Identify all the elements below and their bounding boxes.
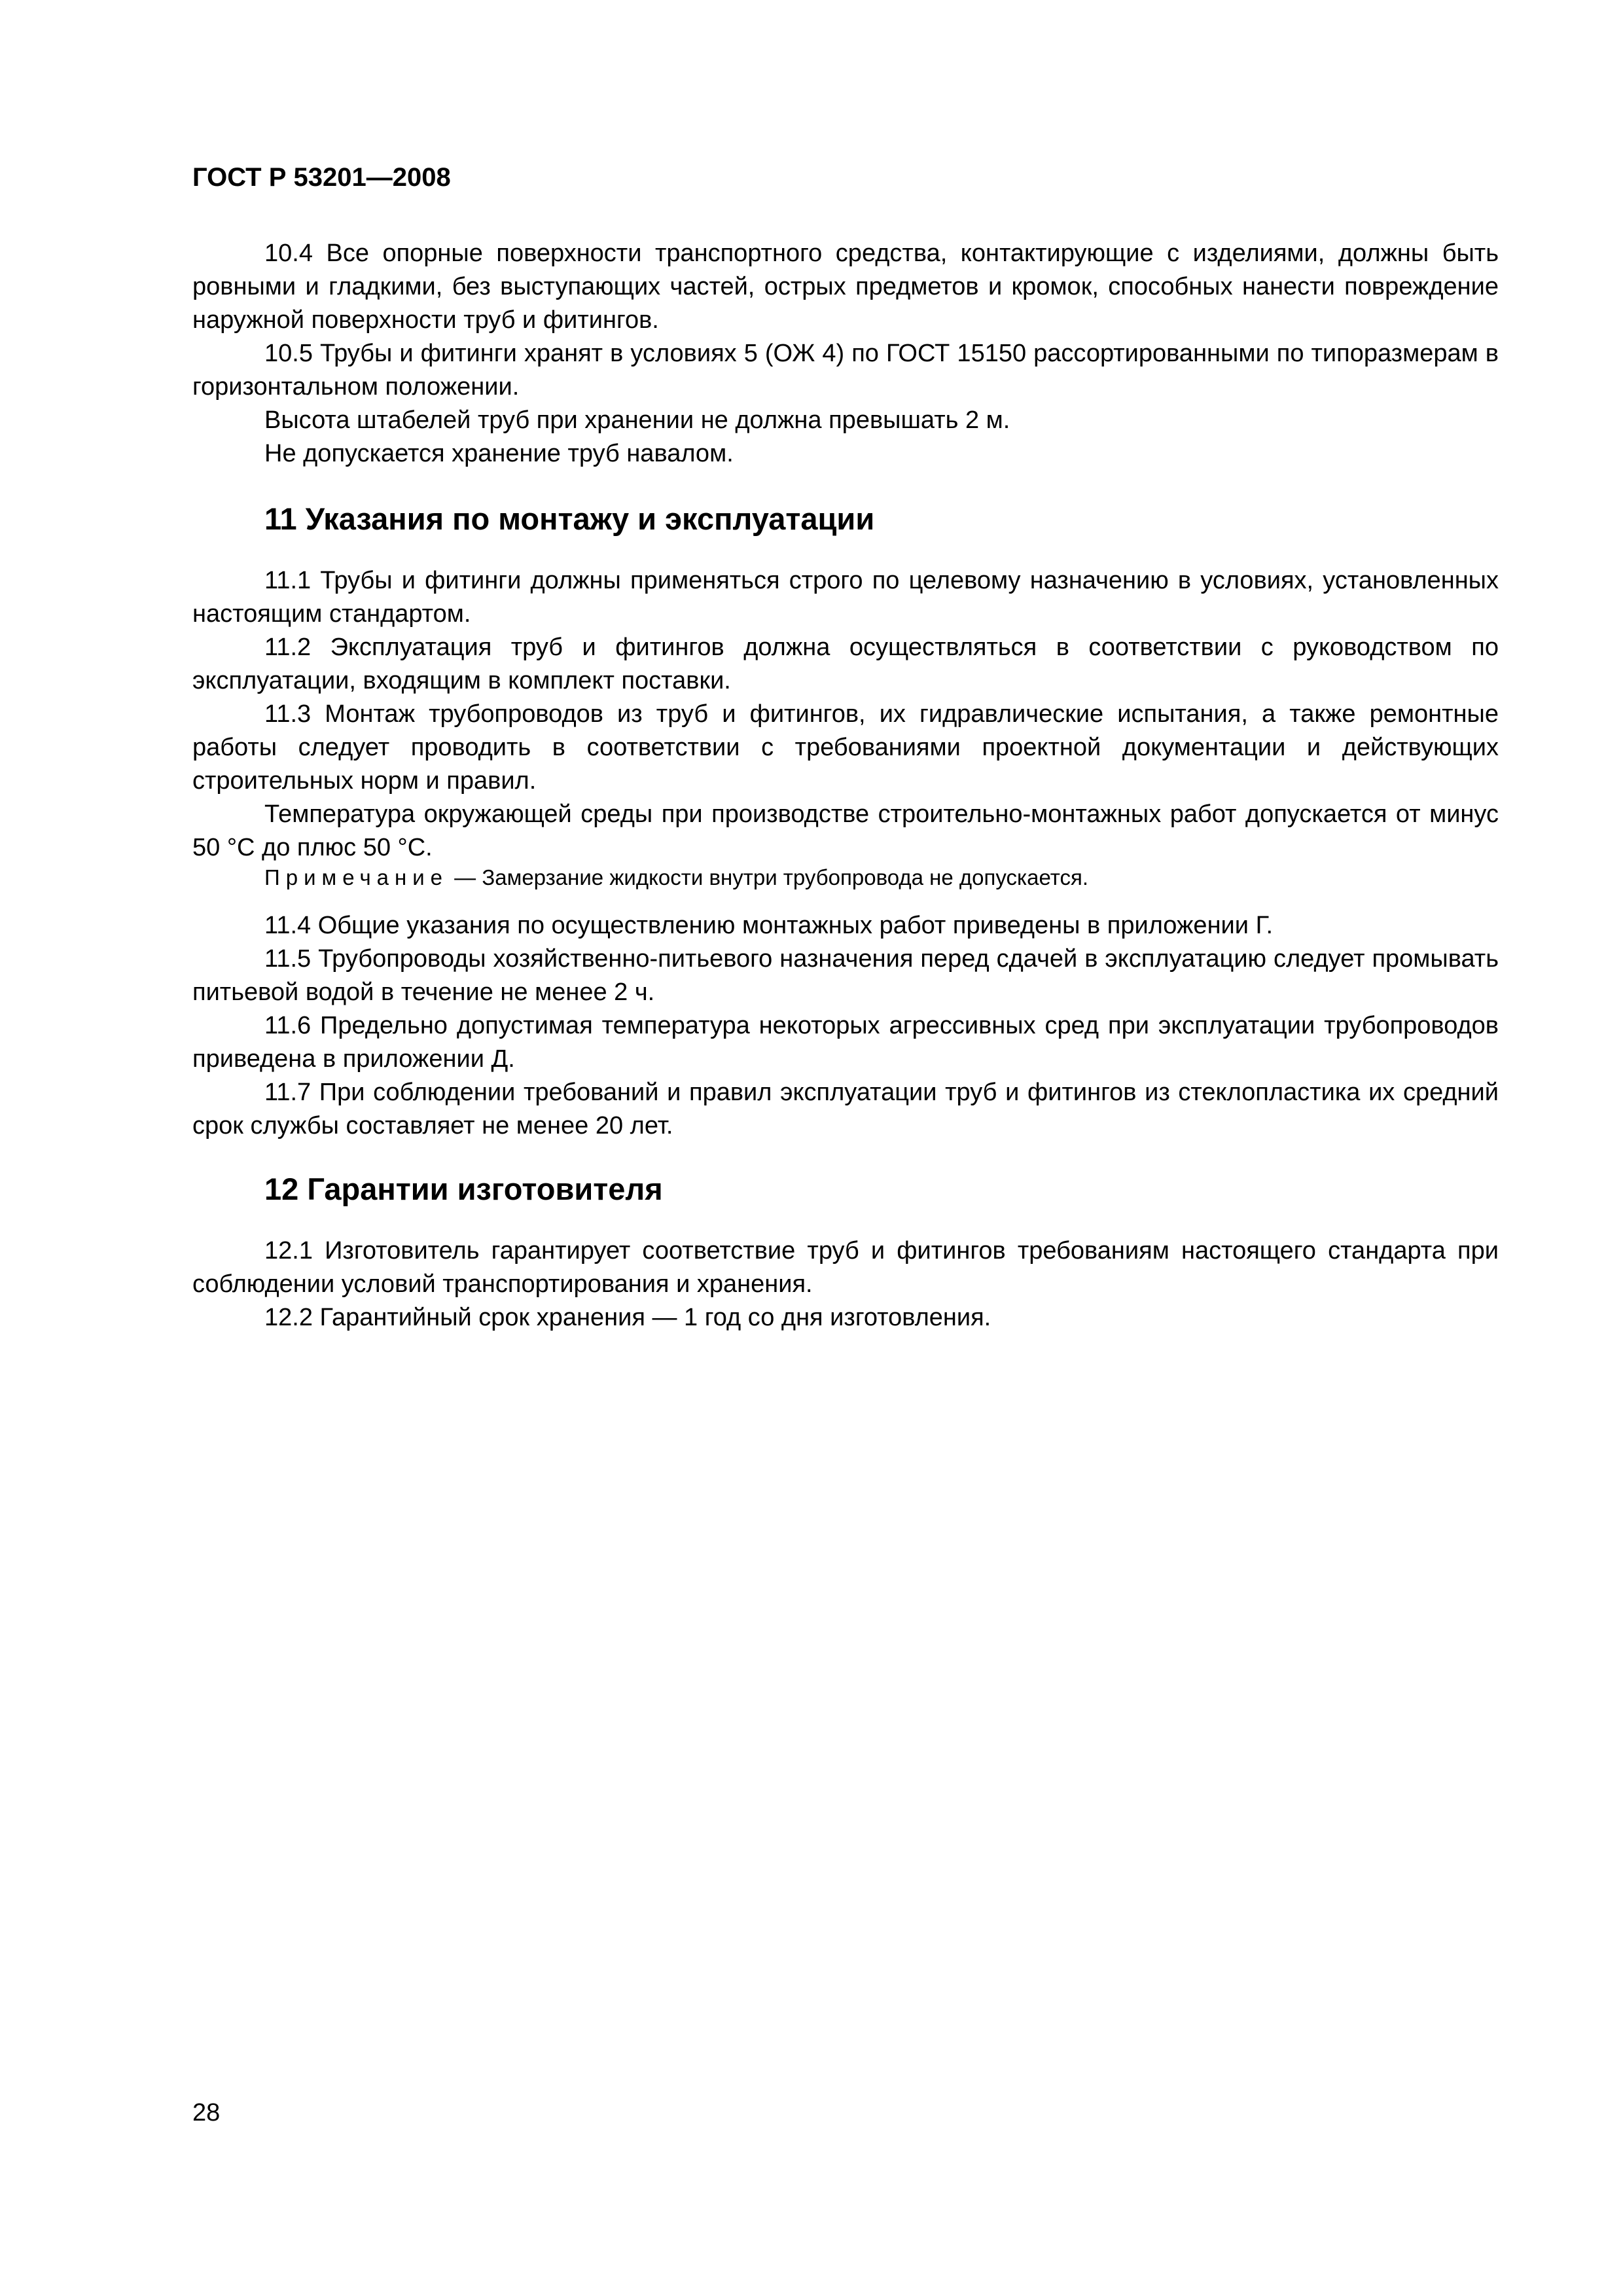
section-12-heading: 12 Гарантии изготовителя [264,1172,663,1206]
paragraph-10-4: 10.4 Все опорные поверхности транспортного средства, контактирующие с изделиями, должны быть ровными и гладкими, без выступающих частей, острых предметов и кромок, способных нанести повреждение наружной поверхности труб и фитингов. [192,240,1499,334]
section-11-heading: 11 Указания по монтажу и эксплуатации [264,501,875,536]
paragraph-11-5: 11.5 Трубопроводы хозяйственно-питьевого назначения перед сдачей в эксплуатацию следует промывать питьевой водой в течение не менее 2 ч. [192,945,1499,1006]
note-text: — Замерзание жидкости внутри трубопровода не допускается. [448,865,1089,889]
paragraph-11-4: 11.4 Общие указания по осуществлению монтажных работ приведены в приложении Г. [264,912,1274,939]
document-header: ГОСТ Р 53201—2008 [192,163,451,192]
paragraph-11-6: 11.6 Предельно допустимая температура некоторых агрессивных сред при эксплуатации трубопроводов приведена в приложении Д. [192,1012,1499,1073]
paragraph-11-3: 11.3 Монтаж трубопроводов из труб и фитингов, их гидравлические испытания, а также ремонтные работы следует проводить в соответствии с требованиями проектной документации и действующих строительных норм и правил. [192,700,1499,795]
section-11-text [192,564,1499,865]
section-12-text [192,1234,1499,1335]
paragraph-12-1: 12.1 Изготовитель гарантирует соответствие труб и фитингов требованиям настоящего стандарта при соблюдении условий транспортирования и хранения. [192,1237,1499,1298]
paragraph-11-7: 11.7 При соблюдении требований и правил эксплуатации труб и фитингов из стеклопластика их средний срок службы составляет не менее 20 лет. [192,1079,1499,1139]
paragraph-12-2: 12.2 Гарантийный срок хранения — 1 год со дня изготовления. [264,1304,991,1331]
paragraph-11-2: 11.2 Эксплуатация труб и фитингов должна осуществляться в соответствии с руководством по эксплуатации, входящим в комплект поставки. [192,634,1499,694]
paragraph-temperature: Температура окружающей среды при производстве строительно-монтажных работ допускается от минус 50 °С до плюс 50 °С. [192,800,1499,861]
paragraph-11-1: 11.1 Трубы и фитинги должны применяться строго по целевому назначению в условиях, установленных настоящим стандартом. [192,567,1499,628]
section-10-text [192,237,1499,471]
note [264,863,1088,893]
paragraph-10-5: 10.5 Трубы и фитинги хранят в условиях 5 (ОЖ 4) по ГОСТ 15150 рассортированными по типоразмерам в горизонтальном положении. [192,340,1499,401]
paragraph-stack-height: Высота штабелей труб при хранении не должна превышать 2 м. [264,406,1010,434]
section-11-text-continued [192,909,1499,1143]
note-label: Примечание [264,865,449,889]
page-number: 28 [192,2099,221,2126]
paragraph-no-bulk-storage: Не допускается хранение труб навалом. [264,440,734,467]
